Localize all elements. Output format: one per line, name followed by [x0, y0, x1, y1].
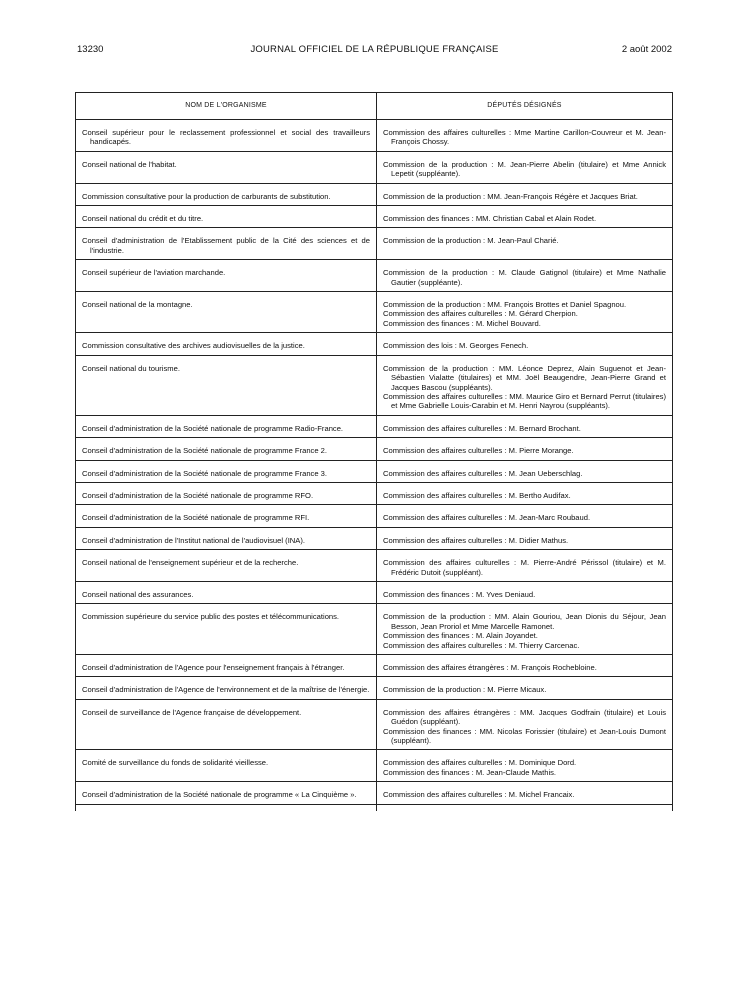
table-row [76, 482, 673, 504]
organisme-cell [76, 527, 377, 549]
deputes-designation: Commission des affaires culturelles : M. Gérard Cherpion. [383, 309, 578, 319]
deputes-designation: Commission des finances : M. Alain Joyandet. [383, 631, 538, 641]
table-row [76, 699, 673, 750]
table-row [76, 655, 673, 677]
continuation-cell [377, 804, 673, 811]
table-row [76, 206, 673, 228]
deputes-cell [377, 206, 673, 228]
deputes-cell [377, 782, 673, 804]
deputes-designation: Commission des affaires culturelles : M. Pierre-André Périssol (titulaire) et M. Frédéric Dutoit (suppléant). [383, 558, 666, 577]
organisme-name: Conseil supérieur de l'aviation marchande. [82, 268, 226, 278]
table-row [76, 183, 673, 205]
table-row [76, 460, 673, 482]
table-row [76, 550, 673, 582]
deputes-designation: Commission des affaires culturelles : M. Bertho Audifax. [383, 490, 571, 500]
organisme-cell [76, 550, 377, 582]
organisme-name: Conseil national du crédit et du titre. [82, 214, 204, 224]
deputes-designation: Commission des affaires culturelles : M. Jean Ueberschlag. [383, 468, 583, 478]
organisme-name: Conseil d'administration de la Société nationale de programme RFI. [82, 513, 310, 523]
publication-date: 2 août 2002 [621, 44, 672, 55]
deputes-designation: Commission de la production : M. Jean-Paul Charié. [383, 236, 559, 246]
deputes-designation: Commission de la production : MM. Léonce Deprez, Alain Suguenot et Jean-Sébastien Vialatte (titulaires) et MM. Joël Beaugendre, Jean-Pierre Grand et Jacques Bascou (suppléants). [383, 363, 666, 392]
deputes-cell [377, 677, 673, 699]
table-continuation-row [76, 804, 673, 811]
organisme-cell [76, 782, 377, 804]
deputes-cell [377, 460, 673, 482]
page-header [77, 44, 672, 56]
table-body [76, 120, 673, 811]
deputes-designation: Commission des finances : MM. Christian Cabal et Alain Rodet. [383, 214, 597, 224]
deputes-designation: Commission des affaires culturelles : M. Pierre Morange. [383, 446, 574, 456]
table-row [76, 151, 673, 183]
table-row [76, 527, 673, 549]
deputes-cell [377, 438, 673, 460]
deputes-cell [377, 581, 673, 603]
organisme-cell [76, 460, 377, 482]
deputes-designation: Commission de la production : MM. Jean-François Régère et Jacques Briat. [383, 191, 638, 201]
organisme-cell [76, 438, 377, 460]
organisme-cell [76, 655, 377, 677]
deputes-designation: Commission de la production : M. Jean-Pierre Abelin (titulaire) et Mme Annick Lepetit (suppléante). [383, 159, 666, 179]
deputes-cell [377, 550, 673, 582]
organisme-name: Conseil supérieur pour le reclassement professionnel et social des travailleurs handicapés. [82, 128, 370, 147]
deputes-designation: Commission de la production : MM. Alain Gouriou, Jean Dionis du Séjour, Jean Besson, Jean Proriol et Mme Marcelle Ramonet. [383, 612, 666, 631]
designations-table-container [75, 92, 672, 811]
table-row [76, 260, 673, 292]
deputes-cell [377, 260, 673, 292]
organisme-cell [76, 183, 377, 205]
table-row [76, 782, 673, 804]
organisme-cell [76, 333, 377, 355]
deputes-designation: Commission des affaires culturelles : Mme Martine Carillon-Couvreur et M. Jean-François Chossy. [383, 128, 666, 147]
table-row [76, 292, 673, 333]
organisme-name: Commission consultative pour la production de carburants de substitution. [82, 191, 331, 201]
organisme-cell [76, 581, 377, 603]
deputes-designation: Commission des finances : MM. Nicolas Forissier (titulaire) et Jean-Louis Dumont (suppléant). [383, 726, 666, 746]
deputes-designation: Commission de la production : MM. François Brottes et Daniel Spagnou. [383, 300, 627, 310]
deputes-cell [377, 183, 673, 205]
organisme-cell [76, 260, 377, 292]
deputes-cell [377, 482, 673, 504]
deputes-designation: Commission des affaires culturelles : M. Didier Mathus. [383, 535, 569, 545]
organisme-name: Conseil d'administration de la Société nationale de programme France 3. [82, 468, 328, 478]
organisme-name: Conseil national de l'enseignement supérieur et de la recherche. [82, 558, 299, 568]
deputes-designation: Commission des affaires culturelles : M. Jean-Marc Roubaud. [383, 513, 591, 523]
deputes-designation: Commission des finances : M. Jean-Claude Mathis. [383, 767, 557, 777]
deputes-cell [377, 228, 673, 260]
continuation-cell [76, 804, 377, 811]
table-row [76, 333, 673, 355]
organisme-cell [76, 505, 377, 527]
table-row [76, 750, 673, 782]
column-header-organisme: NOM DE L'ORGANISME [76, 93, 377, 120]
organisme-cell [76, 151, 377, 183]
table-row [76, 677, 673, 699]
deputes-designation: Commission de la production : M. Pierre Micaux. [383, 685, 547, 695]
organisme-name: Conseil national des assurances. [82, 589, 194, 599]
deputes-designation: Commission des affaires culturelles : M. Thierry Carcenac. [383, 640, 580, 650]
deputes-cell [377, 151, 673, 183]
table-row [76, 415, 673, 437]
organisme-name: Conseil d'administration de la Société nationale de programme Radio-France. [82, 423, 344, 433]
deputes-cell [377, 655, 673, 677]
organisme-name: Conseil de surveillance de l'Agence française de développement. [82, 707, 302, 717]
organisme-cell [76, 677, 377, 699]
deputes-cell [377, 505, 673, 527]
deputes-designation: Commission des affaires culturelles : M. Dominique Dord. [383, 758, 577, 768]
organisme-name: Conseil d'administration de l'Agence de l'environnement et de la maîtrise de l'énergie. [82, 685, 370, 695]
organisme-name: Conseil national du tourisme. [82, 363, 180, 373]
deputes-designation: Commission des lois : M. Georges Fenech. [383, 341, 529, 351]
organisme-name: Conseil d'administration de la Société nationale de programme « La Cinquième ». [82, 790, 357, 800]
table-row [76, 604, 673, 655]
table-row [76, 355, 673, 415]
table-row [76, 438, 673, 460]
deputes-cell [377, 604, 673, 655]
table-header-row [76, 93, 673, 120]
deputes-cell [377, 292, 673, 333]
deputes-designation: Commission des affaires étrangères : M. François Rochebloine. [383, 663, 597, 672]
organisme-cell [76, 355, 377, 415]
organisme-cell [76, 604, 377, 655]
organisme-name: Commission consultative des archives audiovisuelles de la justice. [82, 341, 305, 351]
organisme-cell [76, 699, 377, 750]
column-header-deputes: DÉPUTÉS DÉSIGNÉS [377, 93, 673, 120]
organisme-name: Conseil d'administration de l'Etablissement public de la Cité des sciences et de l'industrie. [82, 236, 370, 255]
page-number: 13230 [77, 44, 104, 55]
organisme-name: Conseil national de l'habitat. [82, 159, 177, 169]
deputes-designation: Commission des affaires culturelles : M. Michel Francaix. [383, 790, 575, 800]
organisme-cell [76, 206, 377, 228]
organisme-cell [76, 292, 377, 333]
organisme-name: Conseil national de la montagne. [82, 300, 193, 310]
deputes-designation: Commission des affaires culturelles : MM. Maurice Giro et Bernard Perrut (titulaires) et Mme Gabrielle Louis-Carabin et M. Henri Nayrou (suppléants). [383, 391, 666, 411]
deputes-designation: Commission de la production : M. Claude Gatignol (titulaire) et Mme Nathalie Gautier (suppléante). [383, 268, 666, 287]
deputes-cell [377, 527, 673, 549]
deputes-designation: Commission des finances : M. Michel Bouvard. [383, 318, 541, 328]
organisme-name: Conseil d'administration de l'Institut national de l'audiovisuel (INA). [82, 535, 305, 545]
deputes-designation: Commission des affaires culturelles : M. Bernard Brochant. [383, 423, 581, 433]
table-row [76, 505, 673, 527]
organisme-cell [76, 228, 377, 260]
deputes-cell [377, 355, 673, 415]
deputes-cell [377, 120, 673, 152]
organisme-name: Conseil d'administration de la Société nationale de programme France 2. [82, 446, 328, 456]
organisme-name: Conseil d'administration de la Société nationale de programme RFO. [82, 490, 314, 500]
organisme-cell [76, 120, 377, 152]
organisme-name: Commission supérieure du service public des postes et télécommunications. [82, 612, 340, 622]
deputes-cell [377, 750, 673, 782]
deputes-designation: Commission des affaires étrangères : MM. Jacques Godfrain (titulaire) et Louis Guédon (suppléant). [383, 707, 666, 727]
journal-title: JOURNAL OFFICIEL DE LA RÉPUBLIQUE FRANÇAISE [250, 44, 499, 55]
deputes-designation: Commission des finances : M. Yves Deniaud. [383, 589, 536, 599]
deputes-cell [377, 699, 673, 750]
organisme-name: Conseil d'administration de l'Agence pour l'enseignement français à l'étranger. [82, 663, 345, 672]
deputes-cell [377, 415, 673, 437]
table-row [76, 228, 673, 260]
organisme-cell [76, 750, 377, 782]
table-row [76, 120, 673, 152]
deputes-cell [377, 333, 673, 355]
organisme-name: Comité de surveillance du fonds de solidarité vieillesse. [82, 758, 269, 768]
organisme-cell [76, 482, 377, 504]
designations-table [75, 92, 673, 811]
table-row [76, 581, 673, 603]
organisme-cell [76, 415, 377, 437]
